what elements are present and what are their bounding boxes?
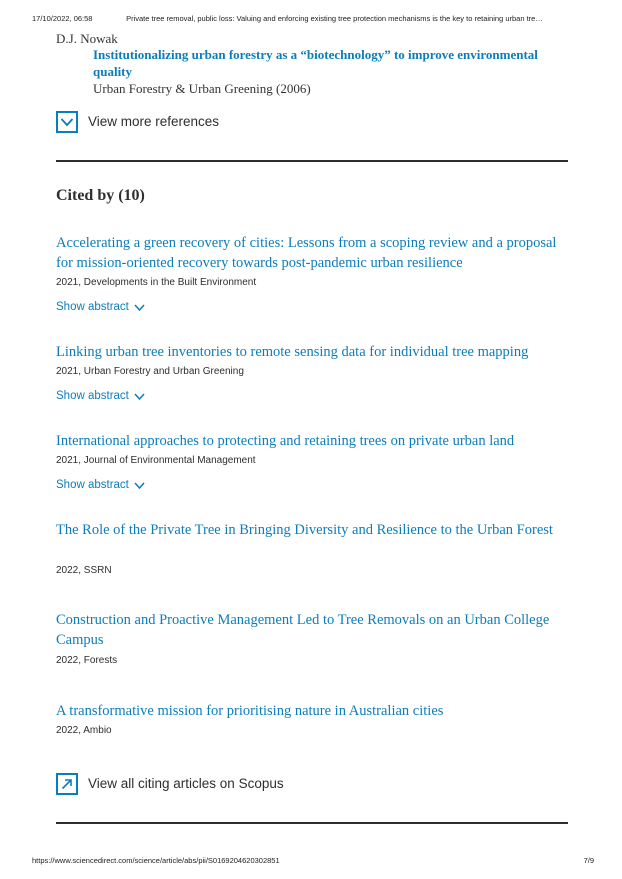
cited-article-title-link[interactable]: The Role of the Private Tree in Bringing Diversity and Resilience to the Urban Forest (56, 522, 553, 538)
cited-article-meta: 2021, Urban Forestry and Urban Greening (56, 366, 244, 377)
show-abstract-button[interactable] (56, 390, 145, 402)
show-abstract-label: Show abstract (56, 390, 129, 402)
show-abstract-label: Show abstract (56, 301, 129, 313)
cited-article-title-link[interactable]: A transformative mission for prioritising nature in Australian cities (56, 703, 444, 719)
show-abstract-label: Show abstract (56, 479, 129, 491)
reference-source: Urban Forestry & Urban Greening (2006) (93, 81, 311, 96)
print-footer (32, 856, 594, 865)
print-datetime: 17/10/2022, 06:58 (32, 14, 93, 23)
view-all-citing-label[interactable]: View all citing articles on Scopus (88, 776, 284, 791)
chevron-down-icon (60, 117, 74, 127)
cited-article-meta: 2021, Journal of Environmental Management (56, 455, 256, 466)
external-arrow-icon (61, 778, 73, 790)
show-abstract-button[interactable] (56, 479, 145, 491)
section-divider (56, 822, 568, 824)
cited-article-meta: 2022, Forests (56, 655, 118, 666)
cited-by-heading: Cited by (10) (56, 187, 145, 204)
reference-author: D.J. Nowak (56, 31, 118, 46)
print-url: https://www.sciencedirect.com/science/article/abs/pii/S0169204620302851 (32, 856, 280, 865)
show-abstract-button[interactable] (56, 301, 145, 313)
print-page-title: Private tree removal, public loss: Valuing and enforcing existing tree protection mechanisms is the key to retaining urban tre… (126, 14, 543, 23)
cited-article-title-link[interactable]: Construction and Proactive Management Led to Tree Removals on an Urban College Campus (56, 612, 550, 648)
view-more-references-label[interactable]: View more references (88, 114, 220, 129)
view-more-references-button[interactable] (56, 111, 78, 133)
cited-article-title-link[interactable]: Linking urban tree inventories to remote sensing data for individual tree mapping (56, 344, 529, 360)
cited-article-title-link[interactable]: Accelerating a green recovery of cities: Lessons from a scoping review and a proposal for mission-oriented recovery towards post-pandemic urban resilience (56, 235, 557, 271)
chevron-down-icon (134, 482, 145, 489)
cited-article-meta: 2022, Ambio (56, 725, 112, 736)
cited-article-meta: 2022, SSRN (56, 565, 112, 576)
chevron-down-icon (134, 393, 145, 400)
reference-title-link[interactable]: Institutionalizing urban forestry as a “biotechnology” to improve environmental quality (93, 47, 538, 79)
view-all-citing-button[interactable] (56, 773, 78, 795)
chevron-down-icon (134, 304, 145, 311)
print-header (32, 14, 602, 23)
print-page-number: 7/9 (583, 856, 594, 865)
cited-article-meta: 2021, Developments in the Built Environment (56, 277, 257, 288)
cited-article-title-link[interactable]: International approaches to protecting and retaining trees on private urban land (56, 433, 515, 449)
section-divider (56, 160, 568, 162)
